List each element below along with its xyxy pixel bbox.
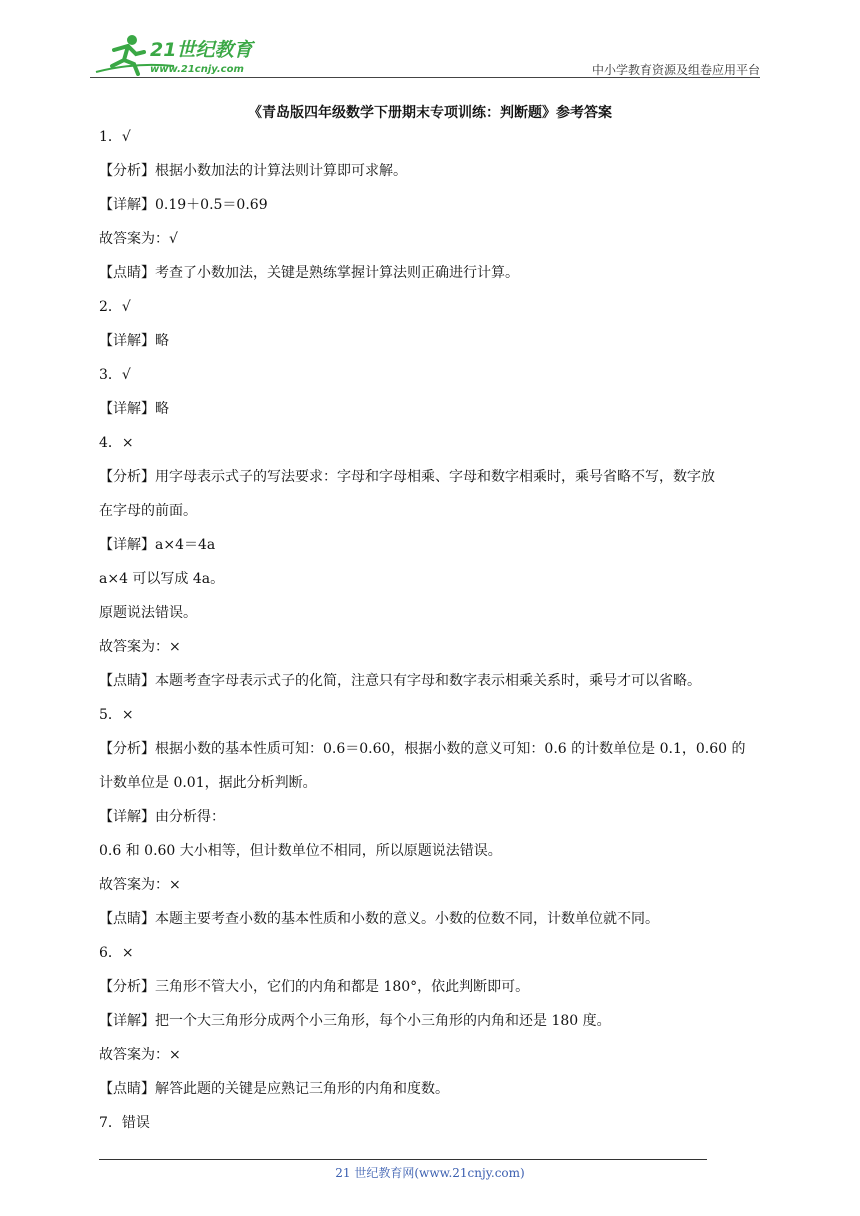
answer-line: 【点睛】本题主要考查小数的基本性质和小数的意义。小数的位数不同，计数单位就不同。	[99, 911, 659, 927]
answer-line: 【点睛】考查了小数加法，关键是熟练掌握计算法则正确进行计算。	[99, 265, 519, 281]
answer-line: 计数单位是 0.01，据此分析判断。	[99, 775, 317, 791]
answer-line: 【点睛】解答此题的关键是应熟记三角形的内角和度数。	[99, 1081, 449, 1097]
logo	[94, 32, 264, 76]
page-title: 《青岛版四年级数学下册期末专项训练：判断题》参考答案	[248, 105, 612, 121]
answer-line: 0.6 和 0.60 大小相等，但计数单位不相同，所以原题说法错误。	[99, 843, 502, 859]
answer-line: 【分析】三角形不管大小，它们的内角和都是 180°，依此判断即可。	[99, 979, 530, 995]
header-platform-text: 中小学教育资源及组卷应用平台	[591, 63, 760, 77]
answer-line: 在字母的前面。	[99, 503, 197, 519]
answer-line: 故答案为：×	[99, 639, 181, 655]
answer-line: 【分析】用字母表示式子的写法要求：字母和字母相乘、字母和数字相乘时，乘号省略不写，数字放	[99, 469, 715, 485]
answer-line: 【分析】根据小数加法的计算法则计算即可求解。	[99, 163, 407, 179]
answer-line: 故答案为：×	[99, 877, 181, 893]
answer-line: 故答案为：√	[99, 231, 178, 247]
footer-link[interactable]: 21 世纪教育网(www.21cnjy.com)	[335, 1166, 525, 1180]
answer-line: 【详解】0.19＋0.5＝0.69	[99, 197, 268, 213]
answer-line: 【点睛】本题考查字母表示式子的化简，注意只有字母和数字表示相乘关系时，乘号才可以省略。	[99, 673, 701, 689]
header-divider	[90, 77, 760, 78]
logo-url: www.21cnjy.com	[150, 64, 244, 75]
answer-line: 【详解】略	[99, 401, 169, 417]
answer-line: 【详解】略	[99, 333, 169, 349]
answer-line: 1．√	[99, 129, 131, 145]
answer-line: 【分析】根据小数的基本性质可知：0.6＝0.60，根据小数的意义可知：0.6 的计数单位是 0.1，0.60 的	[99, 741, 746, 757]
answer-content	[99, 126, 764, 1146]
page-header	[90, 28, 760, 80]
answer-line: 【详解】由分析得：	[99, 809, 225, 825]
footer-divider	[99, 1159, 707, 1160]
answer-line: 故答案为：×	[99, 1047, 181, 1063]
answer-line: 原题说法错误。	[99, 605, 197, 621]
answer-line: 2．√	[99, 299, 131, 315]
logo-brand: 21世纪教育	[150, 39, 253, 61]
answer-line: 【详解】把一个大三角形分成两个小三角形，每个小三角形的内角和还是 180 度。	[99, 1013, 611, 1029]
answer-line: 6．×	[99, 945, 134, 961]
answer-line: 5．×	[99, 707, 134, 723]
answer-line: 【详解】a×4＝4a	[99, 537, 216, 553]
answer-line: a×4 可以写成 4a。	[99, 571, 225, 587]
answer-line: 7．错误	[99, 1115, 150, 1131]
answer-line: 3．√	[99, 367, 131, 383]
answer-line: 4．×	[99, 435, 134, 451]
